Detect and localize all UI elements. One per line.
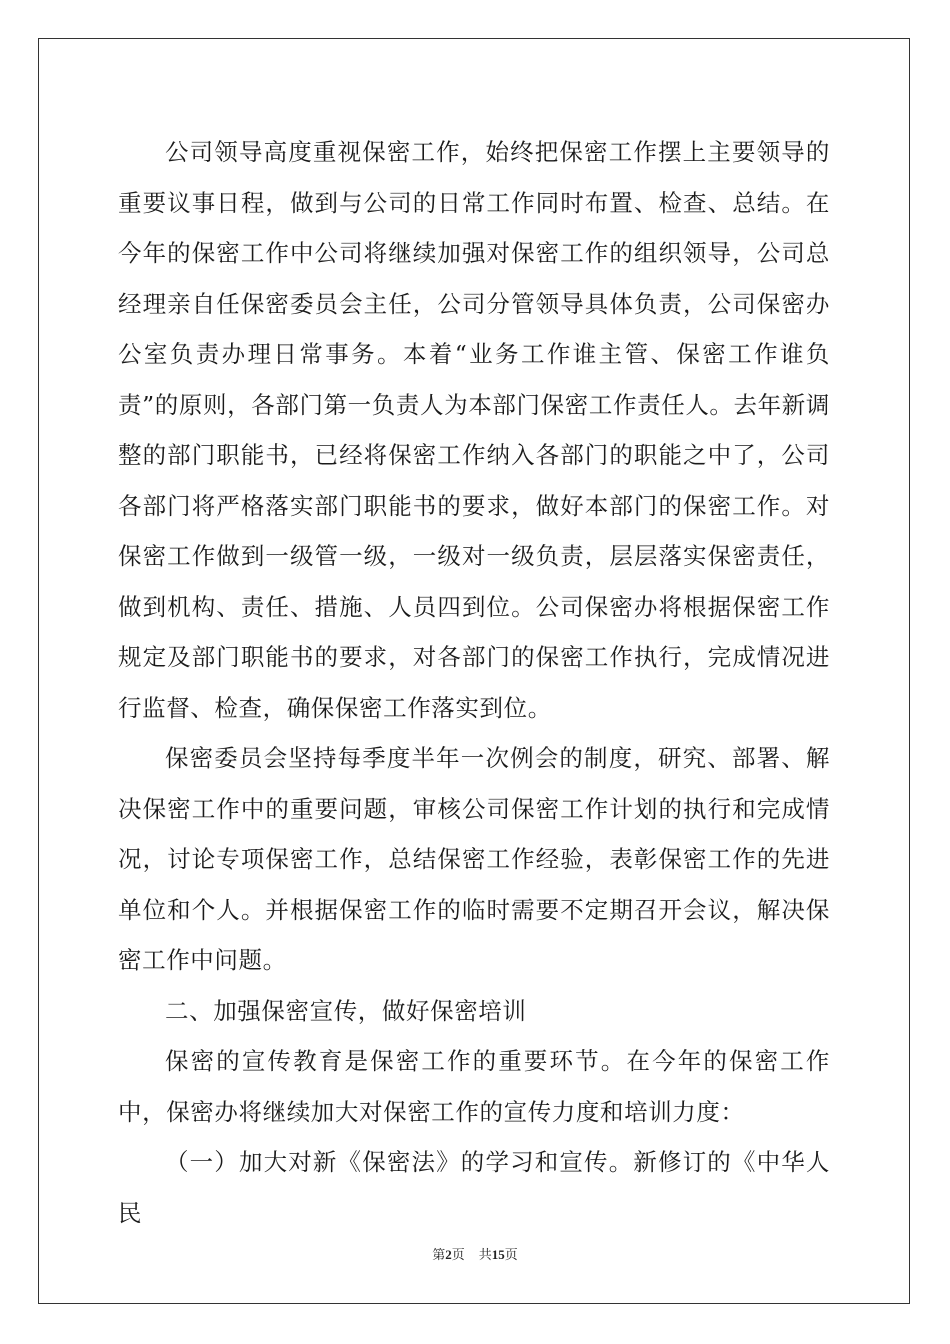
page-footer: [0, 1244, 950, 1263]
document-body: [118, 127, 830, 1238]
total-prefix: 共: [478, 1248, 492, 1263]
page-number: 2: [445, 1247, 452, 1262]
page-prefix: 第: [432, 1248, 446, 1263]
total-suffix: 页: [504, 1248, 518, 1263]
section-heading: 二、加强保密宣传，做好保密培训: [165, 996, 527, 1025]
paragraph-4: （一）加大对新《保密法》的学习和宣传。新修订的《中华人民: [118, 1148, 830, 1227]
page-suffix: 页: [451, 1248, 465, 1263]
total-pages: 15: [491, 1247, 505, 1262]
paragraph-3: 保密的宣传教育是保密工作的重要环节。在今年的保密工作中，保密办将继续加大对保密工作的宣传力度和培训力度：: [118, 1047, 830, 1126]
paragraph-2: 保密委员会坚持每季度半年一次例会的制度，研究、部署、解决保密工作中的重要问题，审核公司保密工作计划的执行和完成情况，讨论专项保密工作，总结保密工作经验，表彰保密工作的先进单位和个人。并根据保密工作的临时需要不定期召开会议，解决保密工作中问题。: [118, 744, 830, 974]
paragraph-1: 公司领导高度重视保密工作，始终把保密工作摆上主要领导的重要议事日程，做到与公司的日常工作同时布置、检查、总结。在今年的保密工作中公司将继续加强对保密工作的组织领导，公司总经理亲自任保密委员会主任，公司分管领导具体负责，公司保密办公室负责办理日常事务。本着“业务工作谁主管、保密工作谁负责”的原则，各部门第一负责人为本部门保密工作责任人。去年新调整的部门职能书，已经将保密工作纳入各部门的职能之中了，公司各部门将严格落实部门职能书的要求，做好本部门的保密工作。对保密工作做到一级管一级，一级对一级负责，层层落实保密责任，做到机构、责任、措施、人员四到位。公司保密办将根据保密工作规定及部门职能书的要求，对各部门的保密工作执行，完成情况进行监督、检查，确保保密工作落实到位。: [118, 138, 830, 722]
